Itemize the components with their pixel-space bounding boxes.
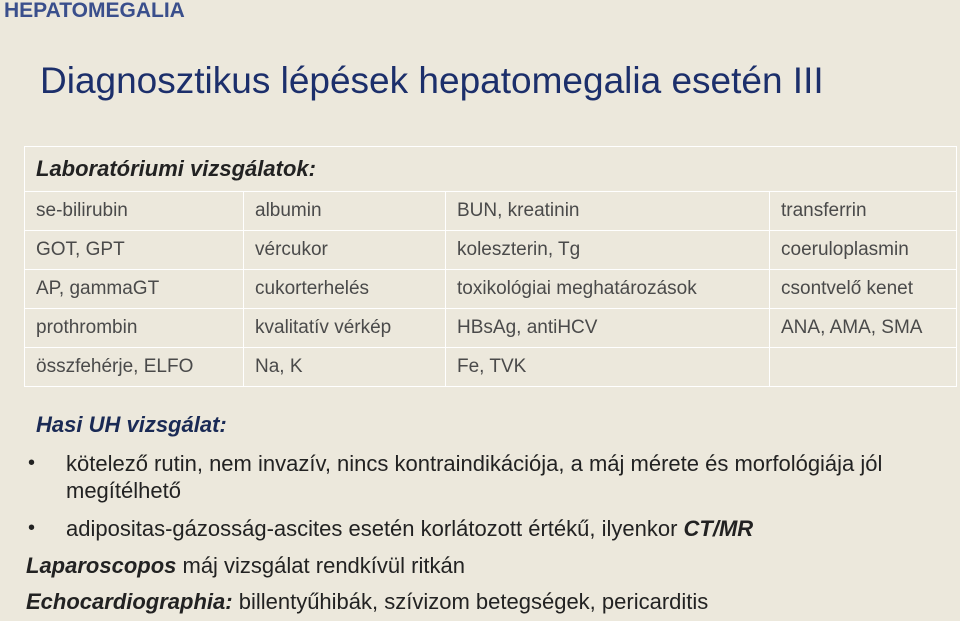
- table-cell: kvalitatív vérkép: [244, 309, 446, 348]
- table-cell: cukorterhelés: [244, 270, 446, 309]
- table-cell: [770, 348, 957, 387]
- laparoscopy-text: máj vizsgálat rendkívül ritkán: [176, 553, 465, 578]
- table-cell: ANA, AMA, SMA: [770, 309, 957, 348]
- table-cell: coeruloplasmin: [770, 231, 957, 270]
- page-title: Diagnosztikus lépések hepatomegalia esetén III: [40, 60, 824, 101]
- table-cell: albumin: [244, 192, 446, 231]
- bullet-text: kötelező rutin, nem invazív, nincs kontraindikációja, a máj mérete és morfológiája jól megítélhető: [66, 451, 883, 503]
- table-cell: koleszterin, Tg: [446, 231, 770, 270]
- table-row: [25, 348, 957, 387]
- table-cell: Fe, TVK: [446, 348, 770, 387]
- laparoscopy-emphasis: Laparoscopos: [26, 553, 177, 578]
- bullet-text: adipositas-gázosság-ascites esetén korlátozott értékű, ilyenkor: [66, 516, 684, 541]
- lab-heading: Laboratóriumi vizsgálatok:: [25, 147, 957, 192]
- bullet-icon: •: [28, 452, 36, 474]
- table-row: [25, 309, 957, 348]
- echo-line: [26, 589, 708, 615]
- table-row: [25, 270, 957, 309]
- table-cell: BUN, kreatinin: [446, 192, 770, 231]
- uh-heading: Hasi UH vizsgálat:: [36, 412, 227, 437]
- lab-table: [24, 146, 957, 387]
- uh-bullet-list: [26, 450, 946, 553]
- table-cell: GOT, GPT: [25, 231, 244, 270]
- laparoscopy-line: [26, 553, 465, 579]
- table-cell: prothrombin: [25, 309, 244, 348]
- table-cell: csontvelő kenet: [770, 270, 957, 309]
- bullet-emphasis: CT/MR: [683, 516, 754, 541]
- table-cell: transferrin: [770, 192, 957, 231]
- table-cell: összfehérje, ELFO: [25, 348, 244, 387]
- list-item: [26, 450, 946, 504]
- table-cell: Na, K: [244, 348, 446, 387]
- bullet-icon: •: [28, 517, 36, 539]
- echo-text: billentyűhibák, szívizom betegségek, pericarditis: [232, 589, 709, 614]
- table-cell: HBsAg, antiHCV: [446, 309, 770, 348]
- table-cell: vércukor: [244, 231, 446, 270]
- table-cell: AP, gammaGT: [25, 270, 244, 309]
- table-row: [25, 192, 957, 231]
- table-cell: se-bilirubin: [25, 192, 244, 231]
- header-label: HEPATOMEGALIA: [4, 0, 185, 22]
- table-row: [25, 231, 957, 270]
- list-item: [26, 515, 946, 542]
- table-cell: toxikológiai meghatározások: [446, 270, 770, 309]
- echo-emphasis: Echocardiographia:: [26, 589, 233, 614]
